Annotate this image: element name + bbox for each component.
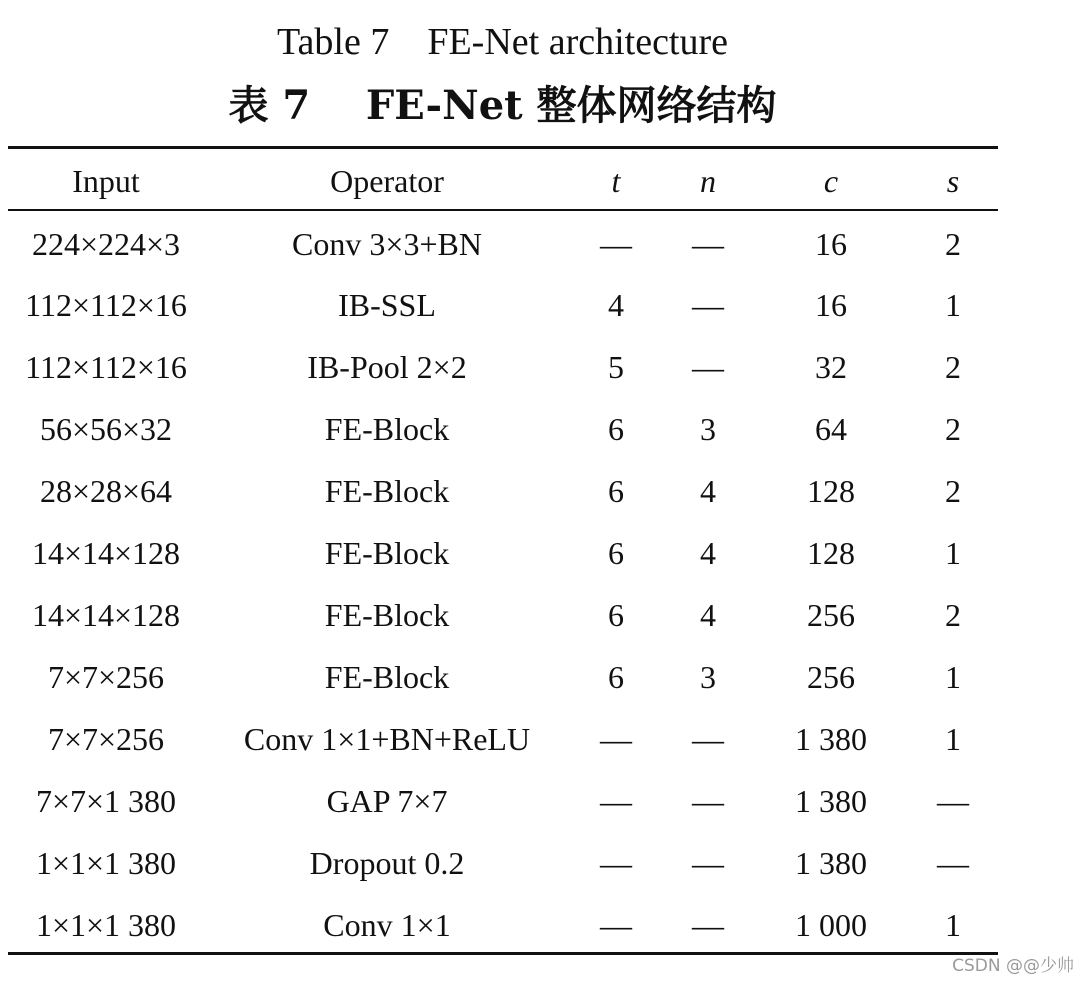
cell-n: 3 [700, 410, 716, 447]
cell-s: 1 [945, 286, 961, 323]
cell-operator: IB-SSL [338, 286, 436, 323]
cell-t: 4 [608, 286, 624, 323]
cell-input: 28×28×64 [39, 472, 173, 509]
cell-n: — [692, 225, 724, 262]
cell-c: 128 [807, 534, 855, 571]
cell-n: — [692, 782, 724, 819]
table-row [8, 584, 998, 646]
cell-c: 1 380 [795, 782, 867, 819]
cell-n: 3 [700, 658, 716, 695]
cell-operator: FE-Block [324, 658, 450, 695]
cell-input: 1×1×1 380 [35, 906, 177, 943]
cell-t: 6 [608, 410, 624, 447]
cell-c: 1 380 [795, 844, 867, 881]
cell-operator: FE-Block [324, 472, 450, 509]
header-s: s [946, 162, 960, 199]
header-c: c [823, 162, 839, 199]
cell-t: 6 [608, 658, 624, 695]
table-row [8, 212, 998, 274]
table-row [8, 274, 998, 336]
table-row [8, 770, 998, 832]
header-n: n [700, 162, 716, 199]
cell-n: 4 [700, 472, 716, 509]
cell-t: — [600, 782, 632, 819]
table-title-english: Table 7 FE-Net architecture [276, 21, 729, 63]
cell-operator: FE-Block [324, 534, 450, 571]
table-row [8, 832, 998, 894]
cell-t: — [600, 844, 632, 881]
table-top-rule [8, 146, 998, 149]
cell-input: 224×224×3 [31, 225, 181, 262]
cell-input: 7×7×256 [47, 720, 165, 757]
cell-c: 256 [807, 596, 855, 633]
cell-t: — [600, 906, 632, 943]
table-row [8, 336, 998, 398]
cell-n: 4 [700, 534, 716, 571]
cell-operator: Conv 1×1+BN+ReLU [243, 720, 531, 757]
cell-n: — [692, 720, 724, 757]
cell-s: 2 [945, 410, 961, 447]
cell-operator: Conv 1×1 [323, 906, 451, 943]
cell-c: 32 [815, 348, 847, 385]
cell-n: — [692, 348, 724, 385]
cell-s: 1 [945, 534, 961, 571]
cell-c: 64 [815, 410, 847, 447]
table-row [8, 894, 998, 956]
cell-n: — [692, 906, 724, 943]
cell-c: 128 [807, 472, 855, 509]
cell-t: — [600, 225, 632, 262]
cell-input: 14×14×128 [31, 534, 181, 571]
cell-n: — [692, 844, 724, 881]
table-row [8, 708, 998, 770]
cell-s: 2 [945, 472, 961, 509]
header-input: Input [72, 162, 140, 199]
cell-c: 1 380 [795, 720, 867, 757]
cell-input: 1×1×1 380 [35, 844, 177, 881]
architecture-table [8, 150, 998, 956]
header-t: t [611, 162, 621, 199]
cell-input: 7×7×256 [47, 658, 165, 695]
cell-t: — [600, 720, 632, 757]
cell-s: 1 [945, 906, 961, 943]
header-operator: Operator [330, 162, 444, 199]
table-row [8, 460, 998, 522]
cell-operator: GAP 7×7 [326, 782, 448, 819]
table-row [8, 646, 998, 708]
cell-c: 256 [807, 658, 855, 695]
cell-s: 2 [945, 596, 961, 633]
table-row [8, 522, 998, 584]
cell-operator: FE-Block [324, 410, 450, 447]
cell-c: 16 [815, 225, 847, 262]
cell-c: 16 [815, 286, 847, 323]
table-title-chinese: 表 7 FE-Net 整体网络结构 [228, 82, 777, 129]
cell-c: 1 000 [795, 906, 867, 943]
cell-t: 6 [608, 596, 624, 633]
cell-s: — [937, 844, 969, 881]
table-header-row [8, 150, 998, 212]
cell-s: 1 [945, 720, 961, 757]
cell-input: 112×112×16 [25, 286, 187, 323]
cell-s: — [937, 782, 969, 819]
cell-operator: FE-Block [324, 596, 450, 633]
cell-n: 4 [700, 596, 716, 633]
cell-s: 1 [945, 658, 961, 695]
cell-t: 6 [608, 472, 624, 509]
cell-input: 112×112×16 [25, 348, 187, 385]
cell-operator: IB-Pool 2×2 [307, 348, 467, 385]
cell-n: — [692, 286, 724, 323]
cell-s: 2 [945, 348, 961, 385]
cell-operator: Conv 3×3+BN [292, 225, 482, 262]
cell-t: 5 [608, 348, 624, 385]
cell-operator: Dropout 0.2 [309, 844, 465, 881]
cell-input: 14×14×128 [31, 596, 181, 633]
cell-input: 56×56×32 [39, 410, 173, 447]
cell-input: 7×7×1 380 [35, 782, 177, 819]
table-row [8, 398, 998, 460]
source-watermark: CSDN @@少帅 [952, 956, 1074, 976]
cell-t: 6 [608, 534, 624, 571]
cell-s: 2 [945, 225, 961, 262]
